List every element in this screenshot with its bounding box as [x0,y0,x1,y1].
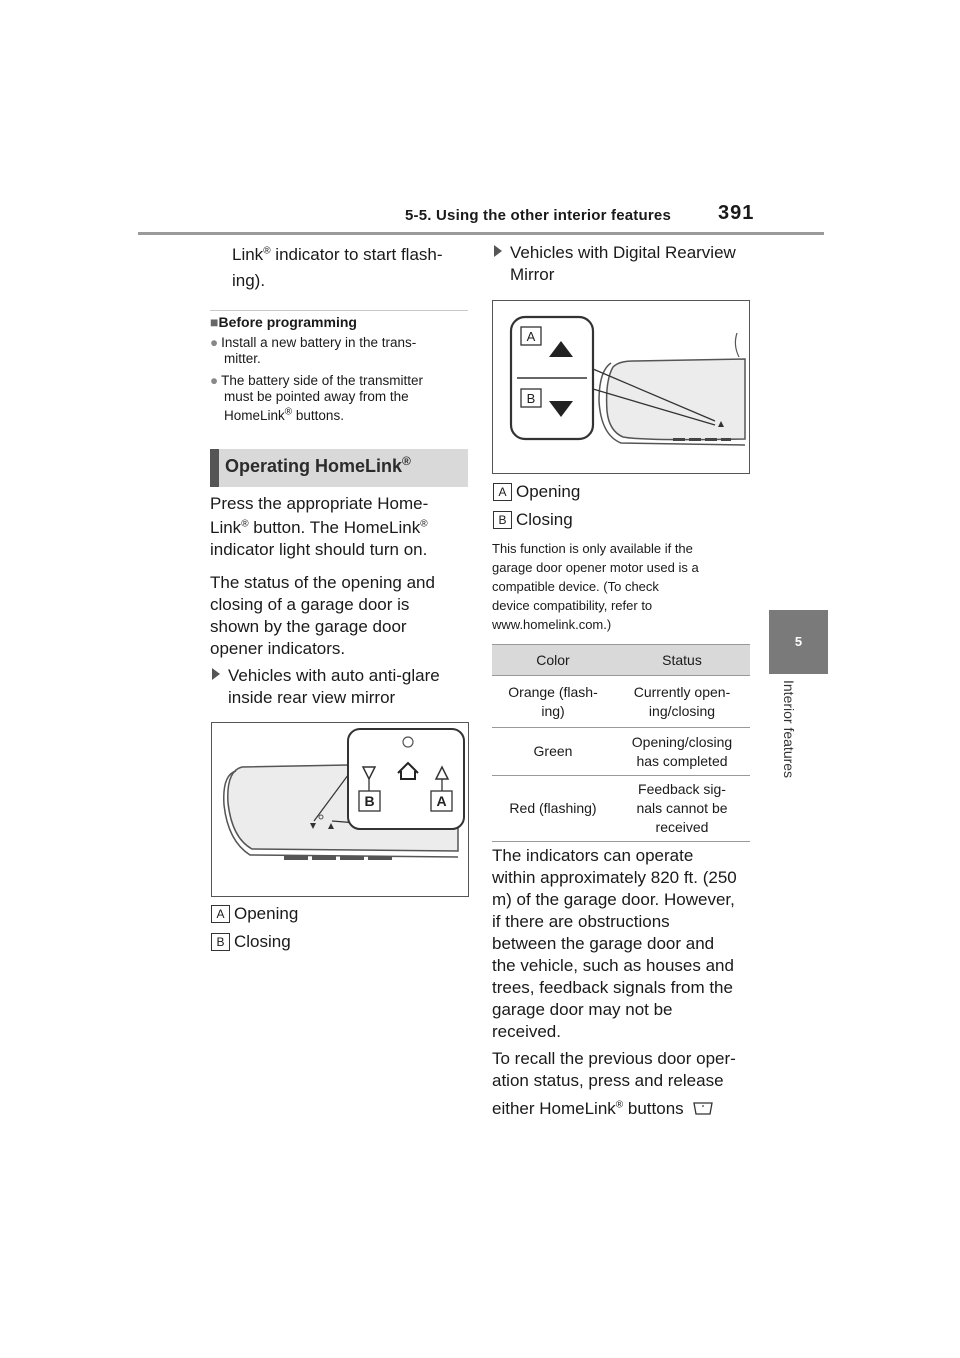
bullet-1: ● Install a new battery in the trans- mitter. [210,335,417,366]
recall-paragraph: To recall the previous door oper- ation status, press and release either HomeLink® buttons [492,1049,736,1118]
table-header-status: Status [614,645,750,676]
intro-line1: Link [232,245,264,264]
legend-key-a: A [211,905,230,923]
legend-key-b: B [211,933,230,951]
figure-label-b: B [526,391,536,406]
table-row [492,776,750,842]
compatibility-note: This function is only available if the garage door opener motor used is a compatible device. (To check device compatibility, refer to www.homelink.com.) [492,541,699,632]
figure-label-b: B [364,793,375,809]
table-cell-status: Opening/closing has completed [614,728,750,776]
table-cell-color: Green [492,728,614,776]
sub-heading-digital-mirror: Vehicles with Digital Rearview Mirror [494,242,756,286]
arrow-right-icon [494,245,502,257]
table-cell-color: Red (flashing) [492,776,614,842]
instruction-paragraph: Press the appropriate Home- Link® button. The HomeLink® indicator light should turn on. [210,494,429,559]
status-table [492,644,750,842]
bullet-2: ● The battery side of the transmitter must be pointed away from the HomeLink® buttons. [210,373,423,423]
divider [210,310,468,311]
mirror-button-icon [692,1100,714,1116]
bullet-dot-icon: ● [210,373,219,388]
table-cell-status: Currently open- ing/closing [614,676,750,728]
arrow-right-icon [212,668,220,680]
bullet-dot-icon: ● [210,335,219,350]
before-programming-block [210,314,472,424]
legend-left-a: A Opening [211,903,298,925]
range-paragraph: The indicators can operate within approximately 820 ft. (250 m) of the garage door. However, if there are obstructions between the garage door and the vehicle, such as houses and trees, feedback signals from the garage door may not be received. [492,846,737,1041]
table-header-row [492,645,750,676]
legend-key-a: A [493,483,512,501]
section-heading-bar [210,449,219,487]
status-paragraph: The status of the opening and closing of a garage door is shown by the garage door opener indicators. [210,573,435,658]
figure-label-a: A [436,793,447,809]
chapter-tab-label: Interior features [781,680,797,779]
table-cell-status: Feedback sig- nals cannot be received [614,776,750,842]
legend-right-a: A Opening [493,481,580,503]
page-number: 391 [718,202,755,224]
table-row [492,728,750,776]
sub-heading-auto-antiglare: Vehicles with auto anti-glare inside rear view mirror [212,665,474,709]
intro-continuation [232,244,443,292]
legend-key-b: B [493,511,512,529]
antiglare-mirror-illustration [212,723,468,896]
header-rule [138,232,824,235]
figure-antiglare-mirror [211,722,469,897]
table-cell-color: Orange (flash- ing) [492,676,614,728]
intro-line2: ing). [232,271,266,290]
legend-right-b: B Closing [493,509,573,531]
registered-mark: ® [263,245,271,257]
figure-digital-mirror [492,300,750,474]
legend-left-b: B Closing [211,931,291,953]
digital-mirror-illustration [493,301,749,473]
chapter-tab: 5 [769,610,828,674]
chapter-tab-label-wrap [781,680,811,810]
section-heading: Operating HomeLink® [225,454,411,476]
intro-line1-rest: indicator to start flash- [270,245,443,264]
table-header-color: Color [492,645,614,676]
before-programming-heading: ■Before programming [210,314,357,330]
running-header-title: 5-5. Using the other interior features [405,207,671,224]
table-row [492,676,750,728]
figure-label-a: A [526,329,536,344]
